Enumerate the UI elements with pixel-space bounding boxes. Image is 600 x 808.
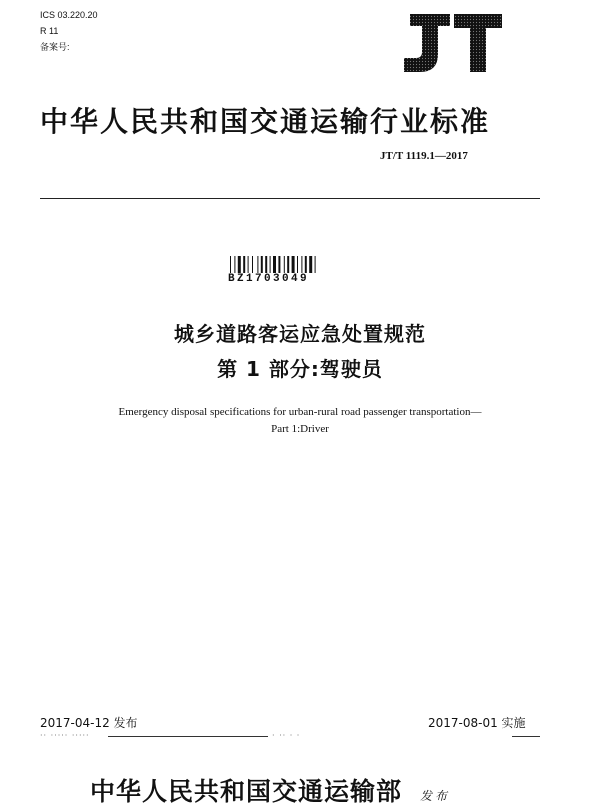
title-en-line2: Part 1:Driver xyxy=(271,423,329,435)
header-rule xyxy=(40,198,540,199)
issuer-name: 中华人民共和国交通运输部 xyxy=(90,777,403,806)
title-en-line1: Emergency disposal specifications for urban-rural road passenger transportation— xyxy=(118,406,482,418)
footer-rule-left xyxy=(108,736,268,737)
standard-category: 中华人民共和国交通运输行业标准 xyxy=(40,105,491,138)
effective-date: 2017-08-01 实施 xyxy=(428,716,526,730)
footer-rule-right xyxy=(512,736,540,737)
title-zh-line2: 第 1 部分:驾驶员 xyxy=(217,357,383,381)
barcode-bar xyxy=(315,256,316,273)
class-code: R 11 xyxy=(40,26,59,36)
dotted-leader-mid: · ·· · · xyxy=(272,731,301,740)
barcode-bar xyxy=(297,256,298,273)
barcode-number: BZ1703049 xyxy=(228,273,310,285)
barcode-bar xyxy=(309,256,312,273)
dotted-leader-left: ·· ····· ····· xyxy=(40,731,90,740)
barcode-bar xyxy=(230,256,231,273)
ics-code: ICS 03.220.20 xyxy=(40,10,98,20)
barcode-bar xyxy=(257,256,258,273)
barcode-bar xyxy=(292,256,295,273)
filing-number-label: 备案号: xyxy=(40,42,70,52)
barcode-bar xyxy=(278,256,280,273)
barcode-bar xyxy=(265,256,267,273)
barcode-bar xyxy=(234,256,235,273)
barcode-bar xyxy=(284,256,285,273)
jt-logo xyxy=(400,12,504,74)
barcode-bar xyxy=(287,256,289,273)
standard-code: JT/T 1119.1—2017 xyxy=(380,150,468,162)
barcode-bar xyxy=(270,256,271,273)
barcode-bar xyxy=(301,256,302,273)
barcode-bar xyxy=(252,256,253,273)
barcode-bar xyxy=(238,256,241,273)
logo-text: JT xyxy=(400,12,401,13)
barcode-bar xyxy=(243,256,245,273)
issue-date: 2017-04-12 发布 xyxy=(40,716,138,730)
barcode-bar xyxy=(273,256,276,273)
issuer-suffix: 发布 xyxy=(420,789,451,803)
barcode-bar xyxy=(261,256,263,273)
barcode xyxy=(230,256,332,273)
barcode-bar xyxy=(248,256,249,273)
barcode-bar xyxy=(305,256,307,273)
issuer xyxy=(90,772,450,808)
title-zh-line1: 城乡道路客运应急处置规范 xyxy=(174,322,426,346)
